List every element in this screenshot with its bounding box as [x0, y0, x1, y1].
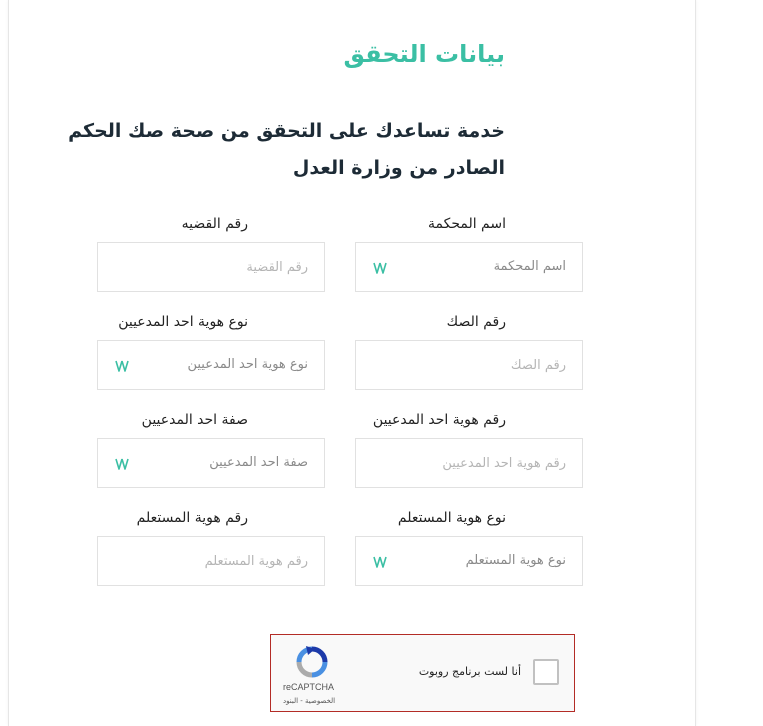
chevron-down-icon: [114, 457, 130, 471]
case-number-field-wrap: [97, 242, 325, 292]
plaintiff-id-type-label: نوع هوية احد المدعيين: [118, 314, 248, 330]
recaptcha-widget: [270, 634, 575, 712]
requester-id-number-label: رقم هوية المستعلم: [136, 510, 248, 526]
case-number-label: رقم القضيه: [181, 216, 248, 232]
page-title: بيانات التحقق: [343, 40, 505, 68]
page-subtitle: خدمة تساعدك على التحقق من صحة صك الحكم الصادر من وزارة العدل: [68, 120, 505, 179]
court-name-label: اسم المحكمة: [427, 216, 506, 232]
chevron-down-icon: [114, 359, 130, 373]
content-panel: [8, 0, 696, 726]
plaintiff-id-type-select[interactable]: [97, 340, 325, 390]
plaintiff-id-type-select-value: نوع هوية احد المدعيين: [187, 357, 308, 372]
deed-number-field-wrap: [355, 340, 583, 390]
plaintiff-id-number-label: رقم هوية احد المدعيين: [372, 412, 506, 428]
recaptcha-brand: reCAPTCHA: [283, 682, 335, 692]
plaintiff-capacity-select[interactable]: [97, 438, 325, 488]
deed-number-input[interactable]: [356, 341, 582, 389]
chevron-down-icon: [372, 555, 388, 569]
recaptcha-checkbox-label: أنا لست برنامج روبوت: [418, 665, 521, 678]
plaintiff-id-number-field-wrap: [355, 438, 583, 488]
recaptcha-checkbox[interactable]: [533, 659, 559, 685]
plaintiff-capacity-label: صفة احد المدعيين: [141, 412, 248, 428]
recaptcha-privacy-terms-link[interactable]: الخصوصية - البنود: [283, 697, 336, 705]
deed-number-label: رقم الصك: [446, 314, 506, 330]
requester-id-type-select-value: نوع هوية المستعلم: [465, 553, 566, 568]
requester-id-number-input[interactable]: [98, 537, 324, 585]
case-number-input[interactable]: [98, 243, 324, 291]
recaptcha-logo-icon: [295, 645, 329, 679]
plaintiff-id-number-input[interactable]: [356, 439, 582, 487]
court-name-select[interactable]: [355, 242, 583, 292]
chevron-down-icon: [372, 261, 388, 275]
requester-id-number-field-wrap: [97, 536, 325, 586]
requester-id-type-select[interactable]: [355, 536, 583, 586]
requester-id-type-label: نوع هوية المستعلم: [397, 510, 506, 526]
court-name-select-value: اسم المحكمة: [493, 259, 566, 274]
plaintiff-capacity-select-value: صفة احد المدعيين: [209, 455, 308, 470]
